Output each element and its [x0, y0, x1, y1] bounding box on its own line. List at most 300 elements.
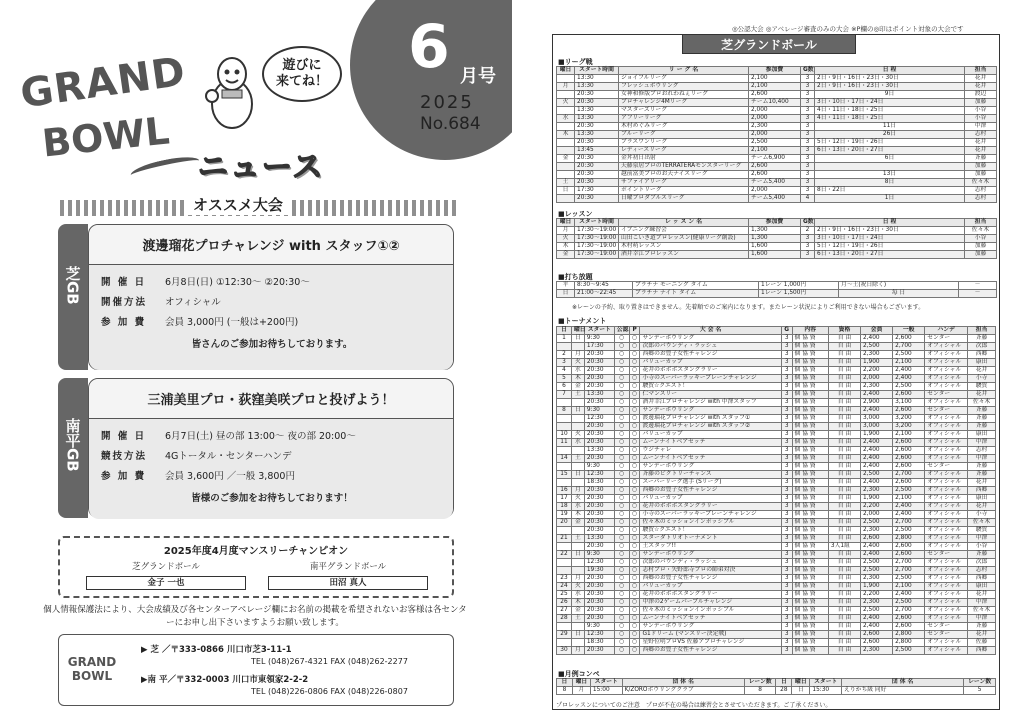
champion-title: 2025年度4月度マンスリーチャンピオン: [163, 546, 349, 557]
table-row: [557, 607, 996, 615]
table-cell: [571, 343, 584, 351]
table-cell: ○: [629, 439, 640, 447]
table-cell: 2: [801, 227, 815, 235]
table-cell: 2,500: [861, 343, 893, 351]
table-cell: オフィシャル: [925, 607, 968, 615]
table-cell: 志村: [965, 195, 997, 203]
table-cell: 日: [571, 551, 584, 559]
row-value: 会員 3,600円 ／一般 3,800円: [165, 471, 295, 482]
table-cell: 西郷: [968, 487, 996, 495]
event-row: [101, 447, 443, 467]
column-header: レーン数: [964, 679, 996, 687]
table-cell: [557, 343, 572, 351]
table-cell: 自 由: [828, 639, 860, 647]
table-cell: 個 協 資: [792, 479, 828, 487]
table-cell: 3: [781, 479, 792, 487]
table-cell: オフィシャル: [925, 647, 968, 655]
table-cell: ○: [614, 383, 629, 391]
table-cell: 志村プロ・矢野郎寺プロの師弟対決: [640, 567, 781, 575]
table-row: [557, 163, 997, 171]
table-cell: ○: [614, 631, 629, 639]
table-cell: 個 協 資: [792, 575, 828, 583]
column-header: レ ッ ス ン 名: [619, 219, 749, 227]
table-cell: 自 由: [828, 615, 860, 623]
table-cell: 自 由: [828, 351, 860, 359]
table-row: [557, 687, 996, 695]
table-cell: 自 由: [828, 503, 860, 511]
column-header: 内容: [792, 327, 828, 335]
table-cell: 2,500: [861, 471, 893, 479]
table-cell: 3人1組: [828, 543, 860, 551]
table-cell: 佐藤: [968, 639, 996, 647]
table-cell: 3: [781, 415, 792, 423]
table-row: [557, 367, 996, 375]
logo-line-1: GRAND: [17, 48, 189, 118]
table-cell: ○: [614, 567, 629, 575]
table-cell: 個 協 資: [792, 535, 828, 543]
column-header: G: [781, 327, 792, 335]
column-header: 日: [776, 679, 792, 687]
table-cell: 26日: [815, 131, 965, 139]
table-cell: バリューカップ: [640, 583, 781, 591]
table-cell: 自 由: [828, 567, 860, 575]
table-cell: 佐々木のミッションインポッシブル: [640, 519, 781, 527]
table-cell: 康田: [968, 495, 996, 503]
table-cell: 佐々木: [968, 399, 996, 407]
table-cell: ウジチャレ: [640, 447, 781, 455]
table-cell: K/ZOROボウリングクラブ: [622, 687, 744, 695]
table-cell: ○: [614, 607, 629, 615]
table-cell: 個 協 資: [792, 503, 828, 511]
table-cell: バリューカップ: [640, 359, 781, 367]
table-cell: 20: [557, 519, 572, 527]
table-cell: 金丼初日出射: [619, 155, 749, 163]
table-cell: 日: [557, 187, 575, 195]
table-cell: 斉藤のビクトリーチャンス: [640, 471, 781, 479]
table-cell: 24: [557, 583, 572, 591]
column-header: 団 体 名: [622, 679, 744, 687]
issue-month: 6: [408, 12, 450, 82]
table-cell: [557, 639, 572, 647]
table-cell: ○: [629, 575, 640, 583]
table-cell: [557, 479, 572, 487]
table-cell: ○: [629, 399, 640, 407]
table-cell: 3: [781, 511, 792, 519]
table-cell: ○: [614, 495, 629, 503]
table-cell: 加藤: [965, 163, 997, 171]
table-row: [557, 511, 996, 519]
bubble-line-2: 来てね！: [275, 74, 328, 89]
table-cell: 個 協 資: [792, 599, 828, 607]
table-row: [557, 195, 997, 203]
table-cell: ○: [629, 375, 640, 383]
table-cell: 3: [801, 235, 815, 243]
table-cell: 3: [781, 391, 792, 399]
logo-swoosh: [129, 153, 201, 183]
table-cell: 20:30: [575, 139, 619, 147]
column-header: 担当: [965, 67, 997, 75]
table-cell: 13:30: [575, 83, 619, 91]
table-cell: 中澤: [968, 599, 996, 607]
table-cell: 水: [571, 503, 584, 511]
table-cell: 3: [781, 639, 792, 647]
table-cell: [557, 527, 572, 535]
table-cell: 5: [964, 687, 996, 695]
table-cell: 木村萌レッスン: [619, 243, 749, 251]
event-closing: 皆さんのご参加お待ちしております。: [191, 339, 353, 350]
table-cell: 自 由: [828, 527, 860, 535]
table-cell: オフィシャル: [925, 439, 968, 447]
table-row: [557, 115, 997, 123]
table-cell: 2,300: [749, 123, 801, 131]
table-cell: 20:30: [584, 647, 614, 655]
table-cell: 3: [781, 647, 792, 655]
table-cell: 水: [571, 439, 584, 447]
column-header: スタート: [584, 327, 614, 335]
table-cell: 個 協 資: [792, 351, 828, 359]
table-cell: ○: [629, 639, 640, 647]
column-header: 会員: [861, 327, 893, 335]
table-cell: 3: [801, 107, 815, 115]
table-cell: 月: [557, 227, 575, 235]
event-row: [101, 273, 443, 293]
table-cell: 3: [801, 147, 815, 155]
table-cell: 11: [557, 439, 572, 447]
table-cell: 自 由: [828, 423, 860, 431]
table-cell: チーム5,400: [749, 195, 801, 203]
table-cell: ○: [629, 567, 640, 575]
table-cell: ○: [629, 543, 640, 551]
table-row: [557, 359, 996, 367]
table-cell: 仁マンスリー: [640, 391, 781, 399]
table-cell: 次郎のパウンディ・ラッシュ: [640, 559, 781, 567]
table-cell: 4日・11日・18日・25日: [815, 115, 965, 123]
table-cell: 西郷: [968, 575, 996, 583]
table-row: [557, 431, 996, 439]
table-cell: 志村: [965, 187, 997, 195]
table-cell: 花井: [965, 147, 997, 155]
table-cell: 佐々木のミッションインポッシブル: [640, 607, 781, 615]
table-cell: 3: [801, 187, 815, 195]
table-cell: 個 協 資: [792, 335, 828, 343]
table-cell: 3: [781, 623, 792, 631]
table-cell: 土: [571, 535, 584, 543]
table-cell: [571, 415, 584, 423]
table-cell: ○: [614, 343, 629, 351]
event-title: 三浦美里プロ・荻窪美咲プロと投げよう！: [89, 379, 453, 419]
table-cell: 3: [801, 99, 815, 107]
table-cell: ○: [614, 559, 629, 567]
column-header: 曜日: [557, 219, 575, 227]
table-cell: 加藤: [965, 171, 997, 179]
table-cell: 10: [557, 431, 572, 439]
table-cell: 2,700: [893, 567, 925, 575]
table-cell: [557, 171, 575, 179]
table-cell: ○: [629, 351, 640, 359]
table-cell: 20:30: [575, 171, 619, 179]
table-cell: 斉藤: [968, 415, 996, 423]
table-cell: 斉藤: [968, 471, 996, 479]
table-cell: オフィシャル: [925, 487, 968, 495]
table-cell: 17: [557, 495, 572, 503]
table-row: [557, 75, 997, 83]
venue-tab-label: 芝GB: [63, 266, 82, 305]
table-cell: 3: [781, 503, 792, 511]
table-cell: 花井のボボボスタングラリー: [640, 503, 781, 511]
venue-tab-shiba: [58, 224, 88, 370]
table-cell: 個 協 資: [792, 367, 828, 375]
table-cell: ○: [614, 575, 629, 583]
table-cell: ○: [629, 335, 640, 343]
table-cell: 13:30: [575, 107, 619, 115]
table-cell: 11日: [815, 123, 965, 131]
table-cell: 2,400: [861, 615, 893, 623]
table-cell: 小寺: [968, 511, 996, 519]
table-row: [557, 391, 996, 399]
address-shiba: ▶ 芝 ／〒333-0866 川口市芝3-11-1: [141, 645, 292, 655]
column-header: 日 程: [815, 67, 965, 75]
table-cell: 20:30: [584, 487, 614, 495]
table-cell: ○: [629, 407, 640, 415]
table-cell: 2,500: [893, 599, 925, 607]
table-cell: 3: [781, 471, 792, 479]
table-cell: 20:30: [584, 375, 614, 383]
table-cell: [557, 415, 572, 423]
table-cell: 9:30: [584, 463, 614, 471]
table-cell: ○: [614, 407, 629, 415]
table-cell: 12:30: [584, 415, 614, 423]
table-cell: オフィシャル: [925, 479, 968, 487]
event-closing: 皆様のご参加をお待ちしております！: [191, 493, 353, 504]
column-header: ハンデ: [925, 327, 968, 335]
table-cell: ムーンナイトベアセッテ: [640, 615, 781, 623]
table-cell: ○: [629, 583, 640, 591]
table-cell: 個 協 資: [792, 511, 828, 519]
table-cell: 13日: [815, 171, 965, 179]
table-cell: 2,200: [861, 367, 893, 375]
table-cell: 花井: [968, 591, 996, 599]
table-row: [557, 583, 996, 591]
table-cell: 駿賀: [968, 527, 996, 535]
table-cell: ○: [629, 623, 640, 631]
table-cell: 個 協 資: [792, 423, 828, 431]
table-cell: サンデーボウリング: [640, 551, 781, 559]
table-cell: 中澤: [968, 535, 996, 543]
table-cell: 3: [801, 139, 815, 147]
table-cell: プラチナ モーニング タイム: [633, 282, 759, 290]
table-cell: [557, 447, 572, 455]
table-cell: 13:30: [575, 131, 619, 139]
table-cell: 2,800: [893, 535, 925, 543]
table-cell: 個 協 資: [792, 359, 828, 367]
table-cell: 中澤: [965, 123, 997, 131]
table-cell: 6日・13日・20日・27日: [815, 147, 965, 155]
table-cell: 佐々木: [965, 179, 997, 187]
table-cell: 金: [571, 519, 584, 527]
table-cell: －: [959, 282, 997, 290]
column-header: リ ー グ 名: [619, 67, 749, 75]
table-cell: ○: [629, 503, 640, 511]
table-cell: 17:30: [575, 187, 619, 195]
table-cell: 個 協 資: [792, 519, 828, 527]
schedule-title: 芝グランドボール: [682, 34, 856, 54]
row-value: 6月8日(日) ①12:30～ ②20:30～: [165, 277, 310, 288]
table-cell: 2,100: [893, 583, 925, 591]
table-cell: 個 協 資: [792, 615, 828, 623]
table-cell: 3: [781, 375, 792, 383]
table-row: [557, 107, 997, 115]
table-cell: 20:30: [575, 163, 619, 171]
table-cell: ○: [629, 359, 640, 367]
privacy-notice: 個人情報保護法により、大会成績及び各センターアベレージ欄にお名前の掲載を希望されないお客様は各センターにお申し出下さいますようお願い致します。: [43, 605, 467, 628]
table-cell: 13:30: [584, 447, 614, 455]
table-cell: 西郷のお豊子女性チャレンジ: [640, 647, 781, 655]
table-cell: ○: [614, 351, 629, 359]
table-cell: 2,300: [861, 487, 893, 495]
table-cell: プロチャレンジ4Mリーグ: [619, 99, 749, 107]
table-cell: 日: [571, 631, 584, 639]
table-cell: 金: [557, 251, 575, 259]
table-row: [557, 91, 997, 99]
table-cell: 20:30: [584, 591, 614, 599]
table-cell: ポイントリーグ: [619, 187, 749, 195]
logo-line-2: BOWL: [40, 108, 172, 166]
table-row: [557, 290, 997, 298]
table-cell: 5日・12日・19日・26日: [815, 243, 965, 251]
table-cell: 2,500: [861, 607, 893, 615]
table-cell: 20:30: [584, 455, 614, 463]
table-cell: 12:30: [584, 631, 614, 639]
table-cell: 3: [781, 631, 792, 639]
table-cell: [571, 559, 584, 567]
table-cell: 3: [781, 359, 792, 367]
table-cell: 20:30: [584, 575, 614, 583]
table-cell: 2,300: [861, 383, 893, 391]
table-cell: 志村: [968, 567, 996, 575]
table-cell: [815, 163, 965, 171]
table-cell: 斉藤: [968, 623, 996, 631]
table-cell: 3,000: [861, 415, 893, 423]
table-cell: ○: [629, 535, 640, 543]
table-cell: 20:30: [584, 519, 614, 527]
table-cell: 個 協 資: [792, 543, 828, 551]
table-cell: 個 協 資: [792, 343, 828, 351]
table-cell: 3: [781, 431, 792, 439]
table-cell: 小寺: [968, 375, 996, 383]
table-cell: センター: [925, 631, 968, 639]
table-cell: 2,400: [861, 455, 893, 463]
table-cell: 3: [781, 543, 792, 551]
table-cell: 小谷: [965, 235, 997, 243]
table-row: [557, 83, 997, 91]
table-cell: イブニング練習会: [619, 227, 749, 235]
table-cell: 14: [557, 455, 572, 463]
table-cell: ○: [614, 527, 629, 535]
table-cell: ○: [629, 343, 640, 351]
table-row: [557, 559, 996, 567]
table-cell: 2,500: [893, 575, 925, 583]
table-cell: [557, 623, 572, 631]
column-header: 日: [557, 679, 573, 687]
table-cell: スターダトリオトーナメント: [640, 535, 781, 543]
table-cell: 2,400: [861, 463, 893, 471]
table-cell: 2,300: [861, 527, 893, 535]
table-cell: 2,500: [893, 383, 925, 391]
table-cell: ○: [614, 519, 629, 527]
table-cell: 個 協 資: [792, 591, 828, 599]
table-header-row: [557, 327, 996, 335]
bubble-line-1: 遊びに: [282, 58, 322, 73]
table-cell: 自 由: [828, 463, 860, 471]
table-cell: 17:30: [584, 343, 614, 351]
table-cell: オフィシャル: [925, 495, 968, 503]
table-cell: ○: [614, 359, 629, 367]
table-cell: アフリーリーグ: [619, 115, 749, 123]
table-cell: ○: [629, 559, 640, 567]
table-cell: 2,600: [893, 623, 925, 631]
table-cell: 自 由: [828, 495, 860, 503]
table-cell: 2日・9日・16日・23日・30日: [815, 75, 965, 83]
table-cell: 自 由: [828, 359, 860, 367]
table-cell: 2日・9日・16日・23日・30日: [815, 227, 965, 235]
table-cell: 金: [571, 383, 584, 391]
table-cell: 花井: [968, 503, 996, 511]
table-cell: 個 協 資: [792, 607, 828, 615]
table-cell: 8日・22日: [815, 187, 965, 195]
practice-note: ※レーンの予約、取り置きはできません。先着順でのご案内になります。またレーン状況によりご利用できない場合もございます。: [572, 304, 925, 311]
table-row: [557, 479, 996, 487]
table-cell: 自 由: [828, 399, 860, 407]
table-cell: 次郎: [968, 343, 996, 351]
table-cell: 花井: [965, 139, 997, 147]
table-cell: ○: [614, 367, 629, 375]
column-header: 参加費: [749, 219, 801, 227]
table-cell: [557, 559, 572, 567]
news-title: ニュース: [198, 150, 325, 185]
table-cell: 3: [781, 423, 792, 431]
table-cell: 斉藤: [968, 335, 996, 343]
table-cell: 2,500: [893, 351, 925, 359]
table-cell: ○: [629, 615, 640, 623]
table-cell: 1,600: [749, 251, 801, 259]
column-header: 日: [557, 327, 572, 335]
table-cell: 1,300: [749, 235, 801, 243]
table-cell: 渡邊瑠花プロチャレンジ with スタッフ①: [640, 415, 781, 423]
table-cell: [557, 147, 575, 155]
table-cell: 個 協 資: [792, 463, 828, 471]
table-row: [557, 447, 996, 455]
table-cell: 火: [571, 495, 584, 503]
table-cell: 3: [801, 123, 815, 131]
table-cell: 1,900: [861, 495, 893, 503]
table-cell: 2,700: [893, 559, 925, 567]
table-cell: 2,800: [893, 639, 925, 647]
champion-venue: 南平グランドボール: [309, 562, 387, 572]
table-cell: 17:30～19:00: [575, 227, 619, 235]
table-cell: オフィシャル: [925, 575, 968, 583]
table-cell: 2,100: [749, 147, 801, 155]
table-cell: 2,600: [893, 479, 925, 487]
table-header-row: [557, 219, 997, 227]
table-cell: 佐々木: [968, 519, 996, 527]
table-cell: センター: [925, 463, 968, 471]
table-cell: ○: [614, 503, 629, 511]
table-cell: ○: [629, 455, 640, 463]
table-cell: 中澤: [968, 455, 996, 463]
table-cell: 9:30: [584, 551, 614, 559]
table-cell: ○: [629, 391, 640, 399]
table-cell: 8: [557, 687, 573, 695]
